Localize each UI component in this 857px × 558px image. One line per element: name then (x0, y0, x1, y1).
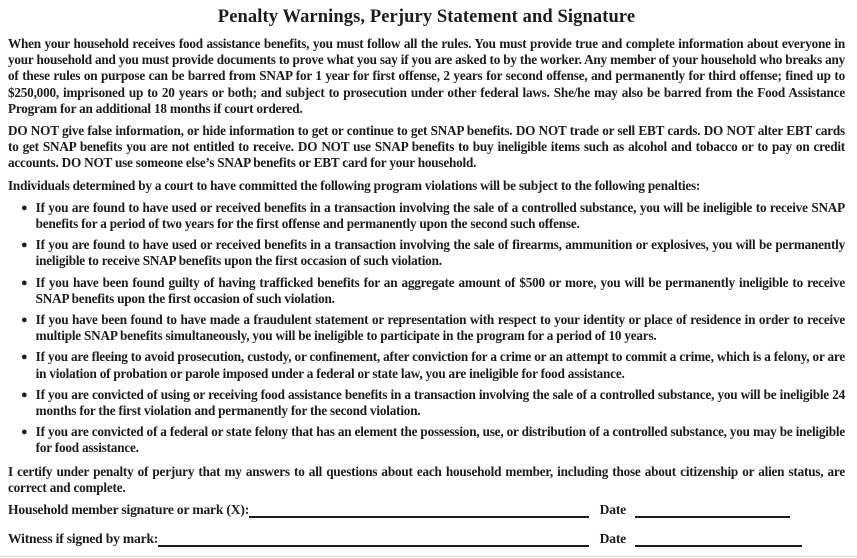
household-member-signature-label: Household member signature or mark (X): (8, 502, 250, 518)
witness-date-field[interactable] (635, 531, 802, 547)
bullet-icon: ● (21, 426, 28, 439)
list-item (21, 312, 845, 344)
witness-signature-label: Witness if signed by mark: (8, 531, 159, 547)
penalty-text: If you are convicted of using or receiving food assistance benefits in a transaction involving the sale of a controlled substance, you will be ineligible 24 months for the first violation and permanently for the second violation. (35, 386, 845, 419)
list-item (21, 387, 845, 419)
witness-signature-field[interactable] (158, 531, 588, 547)
bullet-icon: ● (21, 314, 28, 327)
intro-paragraph: When your household receives food assistance benefits, you must follow all the rules. You must provide true and complete information about everyone in your household and you must provide documents to prove what you say if you are asked to by the worker. Any member of your household who breaks any of these rules on purpose can be barred from SNAP for 1 year for first offense, 2 years for second offense, and permanently for third offense; fined up to $250,000, imprisoned up to 20 years or both; and subject to prosecution under other federal laws. She/he may also be barred from the Food Assistance Program for an additional 18 months if court ordered. (8, 36, 845, 116)
penalty-text: If you are fleeing to avoid prosecution, custody, or confinement, after conviction for a crime or an attempt to commit a crime, which is a felony, or are in violation of probation or parole imposed under a federal or state law, you are ineligible for food assistance. (35, 349, 845, 381)
bullet-icon: ● (21, 388, 28, 401)
page-title: Penalty Warnings, Perjury Statement and Signature (217, 7, 636, 27)
bullet-icon: ● (21, 276, 28, 289)
penalty-text: If you are found to have used or received benefits in a transaction involving the sale of a controlled substance, you will be ineligible to receive SNAP benefits for a period of two years for the first offense and permanently upon the second such offense. (35, 199, 845, 232)
list-item (21, 424, 845, 456)
penalty-text: If you are convicted of a federal or state felony that has an element the possession, use, or distribution of a controlled substance, you may be ineligible for food assistance. (35, 424, 845, 456)
perjury-certification: I certify under penalty of perjury that my answers to all questions about each household member, including those about citizenship or alien status, are correct and complete. (8, 463, 845, 495)
list-item (21, 200, 845, 232)
penalty-text: If you have been found to have made a fraudulent statement or representation with respect to your identity or place of residence in order to receive multiple SNAP benefits simultaneously, you will be ineligible to participate in the program for a period of 10 years. (35, 312, 845, 344)
penalty-text: If you have been found guilty of having trafficked benefits for an aggregate amount of $500 or more, you will be permanently ineligible to receive SNAP benefits upon the first occasion of such violation. (35, 274, 845, 306)
household-member-date-label: Date (599, 502, 626, 518)
list-item (21, 349, 845, 381)
do-not-paragraph: DO NOT give false information, or hide information to get or continue to get SNAP benefits. DO NOT trade or sell EBT cards. DO NOT alter EBT cards to get SNAP benefits you are not entitled to receive. DO NOT use SNAP benefits to buy ineligible items such as alcohol and tobacco or to pay on credit accounts. DO NOT use someone else’s SNAP benefits or EBT card for your household. (8, 123, 845, 171)
bullet-icon: ● (21, 351, 28, 364)
household-member-signature-field[interactable] (249, 502, 589, 518)
household-member-signature-row (8, 501, 845, 518)
list-item (21, 237, 845, 269)
violations-intro-paragraph: Individuals determined by a court to have committed the following program violations will be subject to the following penalties: (8, 177, 701, 193)
witness-signature-row (8, 530, 845, 547)
penalty-text: If you are found to have used or received benefits in a transaction involving the sale of firearms, ammunition or explosives, you will be permanently ineligible to receive SNAP benefits upon the first occasion of such violation. (35, 237, 845, 269)
penalty-list (8, 200, 845, 457)
bullet-icon: ● (21, 239, 28, 252)
bullet-icon: ● (21, 201, 28, 214)
list-item (21, 275, 845, 307)
witness-date-label: Date (599, 531, 626, 547)
household-member-date-field[interactable] (635, 502, 790, 518)
